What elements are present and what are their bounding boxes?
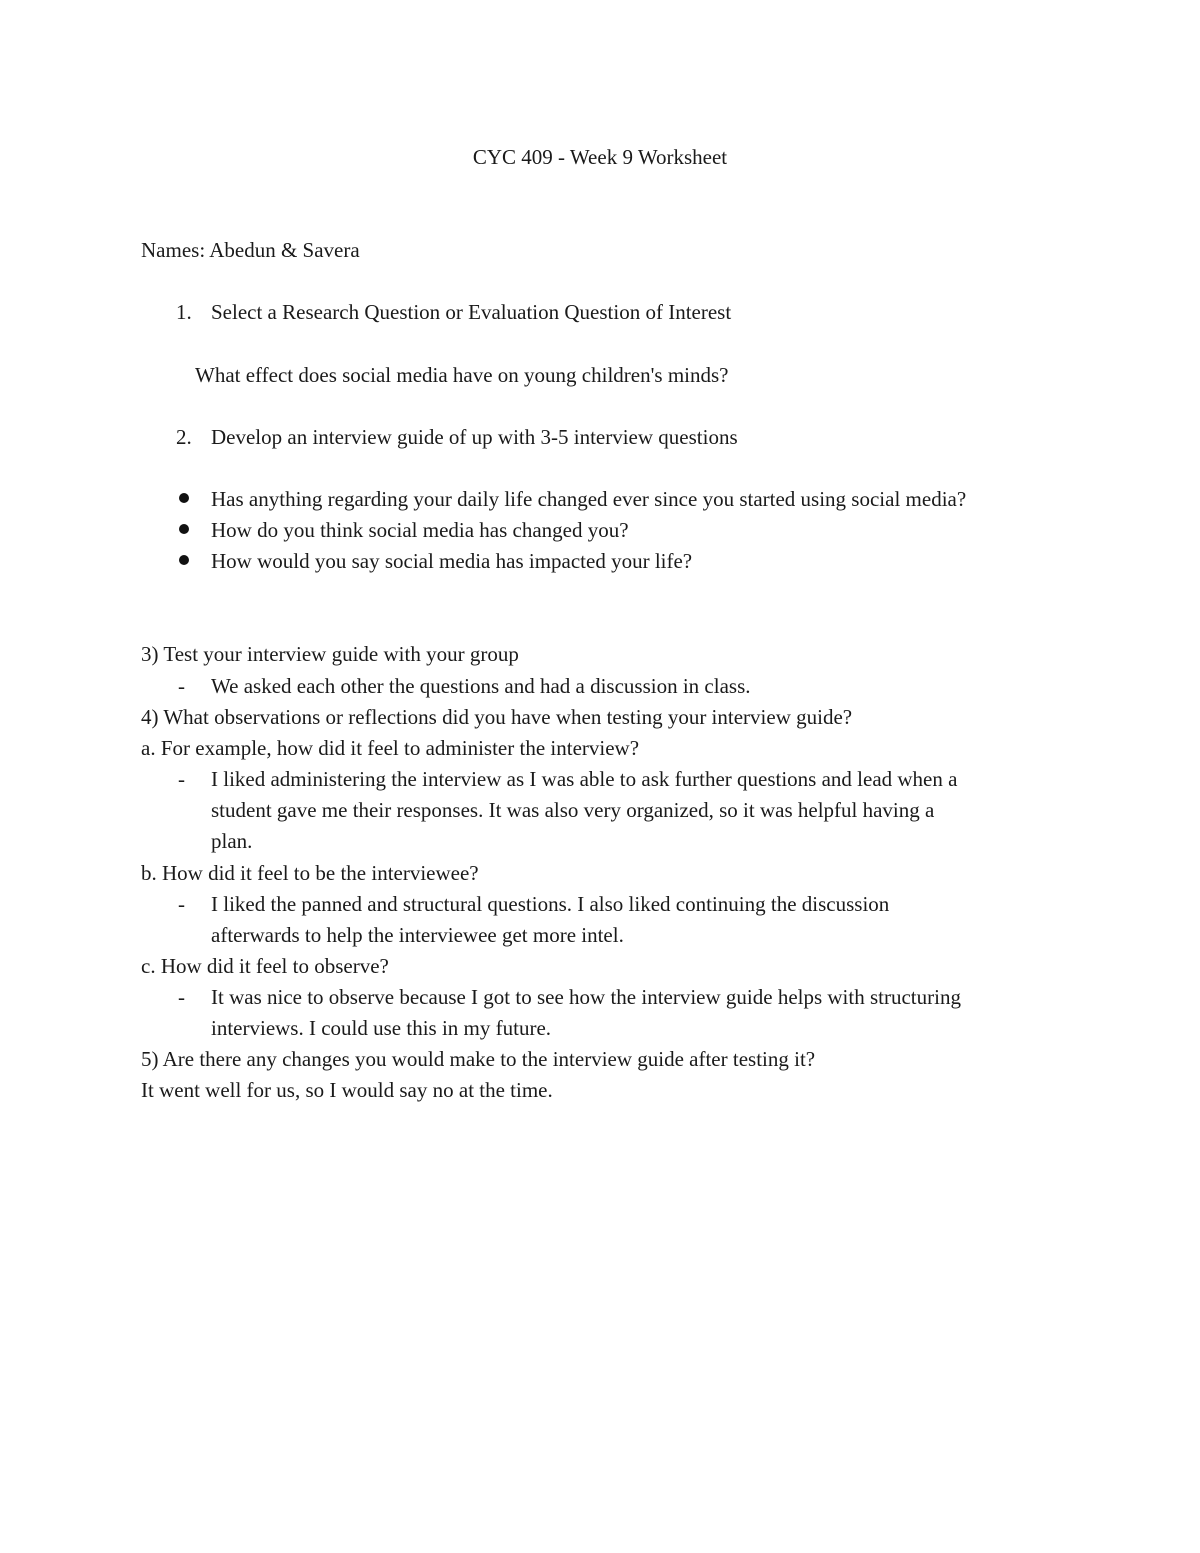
q4c-answer-line-2: interviews. I could use this in my future. [211, 1016, 552, 1040]
q2-number: 2. [176, 425, 192, 449]
dash-marker: - [178, 767, 185, 791]
q2-bullet-2: How do you think social media has changed you? [211, 518, 629, 542]
q4b-answer-line-2: afterwards to help the interviewee get more intel. [211, 923, 624, 947]
q4c-text: c. How did it feel to observe? [141, 954, 389, 978]
dash-marker: - [178, 892, 185, 916]
q4-text: 4) What observations or reflections did you have when testing your interview guide? [141, 705, 853, 729]
q3-answer: We asked each other the questions and had a discussion in class. [211, 674, 751, 698]
dash-marker: - [178, 674, 185, 698]
q5-answer: It went well for us, so I would say no at the time. [141, 1078, 553, 1102]
names-line: Names: Abedun & Savera [141, 238, 360, 262]
q2-bullet-1: Has anything regarding your daily life changed ever since you started using social media? [211, 487, 967, 511]
q4a-answer-line-2: student gave me their responses. It was also very organized, so it was helpful having a [211, 798, 935, 822]
q5-text: 5) Are there any changes you would make to the interview guide after testing it? [141, 1047, 816, 1071]
q4b-text: b. How did it feel to be the interviewee? [141, 861, 479, 885]
dash-marker: - [178, 985, 185, 1009]
q1-answer: What effect does social media have on young children's minds? [195, 363, 729, 387]
q2-bullet-3: How would you say social media has impacted your life? [211, 549, 693, 573]
bullet-icon [179, 555, 189, 565]
q1-number: 1. [176, 300, 192, 324]
q4b-answer-line-1: I liked the panned and structural questions. I also liked continuing the discussion [211, 892, 890, 916]
bullet-icon [179, 493, 189, 503]
q4a-text: a. For example, how did it feel to administer the interview? [141, 736, 640, 760]
q3-text: 3) Test your interview guide with your group [141, 642, 519, 666]
q4a-answer-line-3: plan. [211, 829, 253, 853]
bullet-icon [179, 524, 189, 534]
q4c-answer-line-1: It was nice to observe because I got to see how the interview guide helps with structuring [211, 985, 961, 1009]
q4a-answer-line-1: I liked administering the interview as I was able to ask further questions and lead when a [211, 767, 958, 791]
document-title: CYC 409 - Week 9 Worksheet [472, 145, 728, 169]
q2-text: Develop an interview guide of up with 3-5 interview questions [211, 425, 738, 449]
q1-text: Select a Research Question or Evaluation Question of Interest [211, 300, 732, 324]
